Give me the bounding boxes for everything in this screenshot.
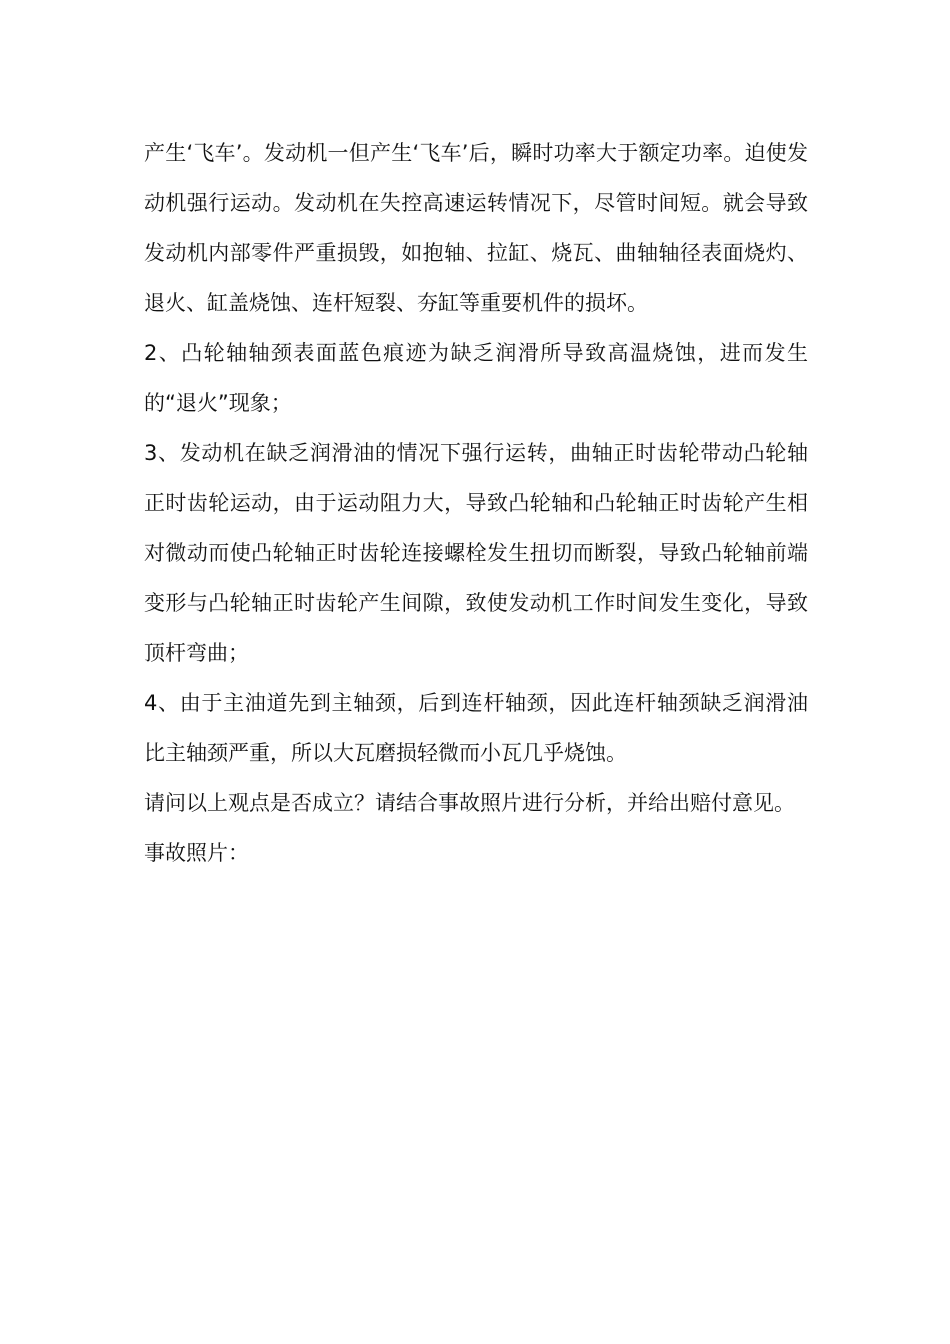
document-body [144, 128, 808, 878]
paragraph-point-4-bearing-wear: 4、由于主油道先到主轴颈，后到连杆轴颈，因此连杆轴颈缺乏润滑油比主轴颈严重，所以大瓦磨损轻微而小瓦几乎烧蚀。 [144, 691, 808, 765]
paragraph-flying-car-damage: 产生‘飞车’。发动机一但产生‘飞车’后，瞬时功率大于额定功率。迫使发动机强行运动。发动机在失控高速运转情况下，尽管时间短。就会导致发动机内部零件严重损毁，如抱轴、拉缸、烧瓦、曲轴轴径表面烧灼、退火、缸盖烧蚀、连杆短裂、夯缸等重要机件的损坏。 [144, 141, 808, 315]
paragraph-question: 请问以上观点是否成立？请结合事故照片进行分析，并给出赔付意见。 [144, 791, 795, 815]
paragraph-point-3-timing-gear: 3、发动机在缺乏润滑油的情况下强行运转，曲轴正时齿轮带动凸轮轴正时齿轮运动，由于运动阻力大，导致凸轮轴和凸轮轴正时齿轮产生相对微动而使凸轮轴正时齿轮连接螺栓发生扭切而断裂，导致凸轮轴前端变形与凸轮轴正时齿轮产生间隙，致使发动机工作时间发生变化，导致顶杆弯曲； [144, 441, 808, 665]
paragraph-accident-photos-label: 事故照片： [144, 841, 249, 865]
paragraph-point-2-camshaft-annealing: 2、凸轮轴轴颈表面蓝色痕迹为缺乏润滑所导致高温烧蚀，进而发生的“退火”现象； [144, 341, 808, 415]
